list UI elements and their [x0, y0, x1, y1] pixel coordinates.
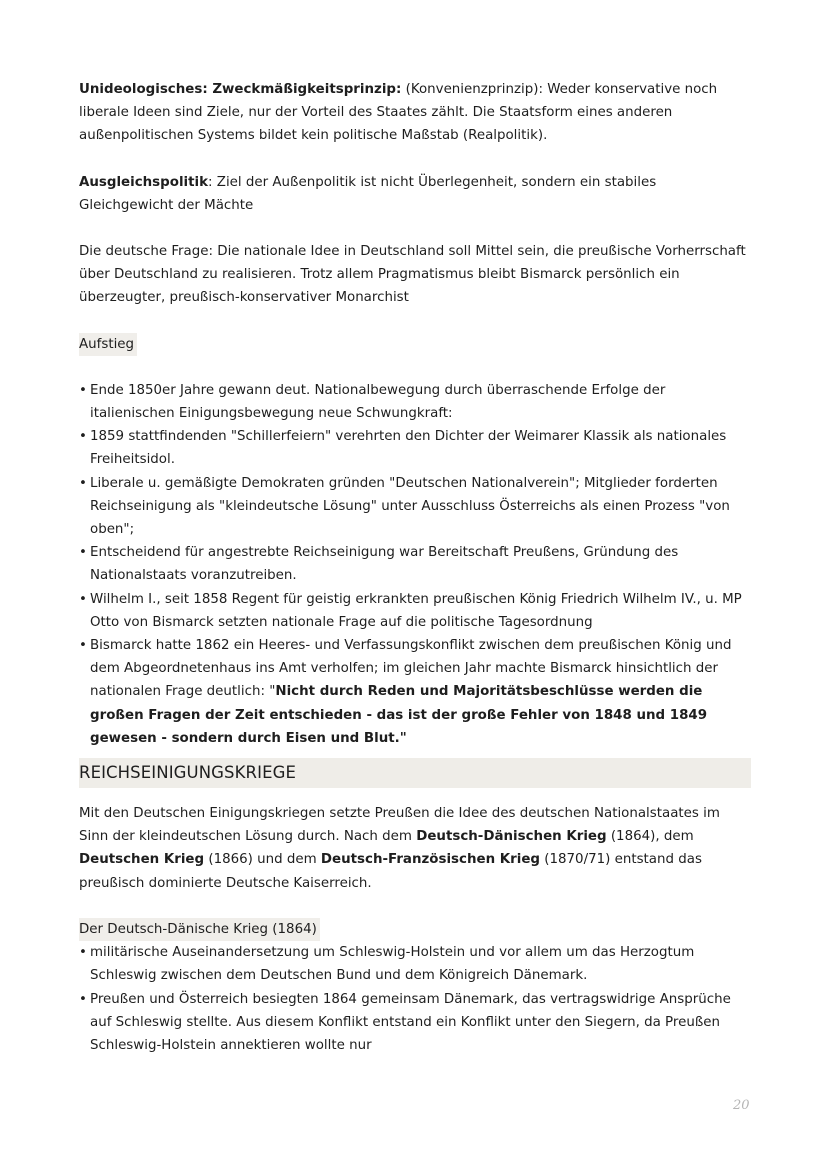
aufstieg-list [79, 379, 751, 750]
aufstieg-heading: Aufstieg [79, 333, 137, 356]
term-ausgleichspolitik: Ausgleichspolitik [79, 174, 209, 190]
daenisch-heading: Der Deutsch-Dänische Krieg (1864) [79, 918, 320, 941]
intro-text: (1866) und dem [204, 852, 321, 868]
term-deutsch-daenischer-krieg: Deutsch-Dänischen Krieg [416, 829, 607, 845]
list-item: • Wilhelm I., seit 1858 Regent für geistig erkrankten preußischen König Friedrich Wilhelm IV., u. MP Otto von Bismarck setzten nationale Frage auf die politische Tagesordnung [79, 588, 751, 634]
list-item: • Entscheidend für angestrebte Reichseinigung war Bereitschaft Preußens, Gründung des Nationalstaats voranzutreiben. [79, 541, 751, 587]
intro-text: (1864), dem [606, 829, 694, 845]
list-item [79, 634, 751, 750]
section-heading-reichseinigungskriege: REICHSEINIGUNGSKRIEGE [79, 758, 751, 788]
term-deutsch-franzoesischer-krieg: Deutsch-Französischen Krieg [320, 852, 541, 868]
intro-text: Mit den Deutschen Einigungskriegen setzte Preußen die Idee des deutschen Nationalstaates im Sinn der kleindeutschen Lösung durch. Nach dem [79, 806, 720, 845]
paragraph-einigungskriege [79, 802, 751, 895]
list-item: • Ende 1850er Jahre gewann deut. Nationalbewegung durch überraschende Erfolge der italienischen Einigungsbewegung neue Schwungkraft: [79, 379, 751, 425]
list-item-text: Bismarck hatte 1862 ein Heeres- und Verfassungskonflikt zwischen dem preußischen König und dem Abgeordnetenhaus ins Amt verholfen; im gleichen Jahr machte Bismarck hinsichtlich der nationalen Frage deutlich: " [90, 638, 732, 700]
term-deutscher-krieg: Deutschen Krieg [79, 852, 205, 868]
paragraph-deutsche-frage: Die deutsche Frage: Die nationale Idee in Deutschland soll Mittel sein, die preußische Vorherrschaft über Deutschland zu realisieren. Trotz allem Pragmatismus bleibt Bismarck persönlich ein überzeugter, preußisch-konservativer Monarchist [79, 244, 746, 306]
text-zweckmaessigkeit: (Konvenienzprinzip): Weder konservative noch liberale Ideen sind Ziele, nur der Vorteil des Staates zählt. Die Staatsform eines anderen außenpolitischen Systems bildet kein politische Maßstab (Realpolitik). [79, 82, 718, 144]
page-content [79, 78, 751, 1057]
list-item: • militärische Auseinandersetzung um Schleswig-Holstein und vor allem um das Herzogtum Schleswig zwischen dem Deutschen Bund und dem Königreich Dänemark. [79, 941, 751, 987]
paragraph-ausgleichspolitik [79, 171, 751, 217]
paragraph-zweckmaessigkeit [79, 78, 751, 148]
aufstieg-heading-wrap [79, 333, 751, 356]
list-item: • Preußen und Österreich besiegten 1864 gemeinsam Dänemark, das vertragswidrige Ansprüche auf Schleswig stellte. Aus diesem Konflikt entstand ein Konflikt unter den Siegern, da Preußen Schleswig-Holstein annektieren wollte nur [79, 988, 751, 1058]
daenisch-list [79, 941, 751, 1057]
list-item: • 1859 stattfindenden "Schillerfeiern" verehrten den Dichter der Weimarer Klassik als nationales Freiheitsidol. [79, 425, 751, 471]
daenisch-heading-wrap [79, 918, 751, 941]
text-ausgleichspolitik: : Ziel der Außenpolitik ist nicht Überlegenheit, sondern ein stabiles Gleichgewicht der Mächte [79, 174, 657, 213]
term-zweckmaessigkeit: Unideologisches: Zweckmäßigkeitsprinzip: [79, 82, 402, 97]
page-number: 20 [733, 1098, 750, 1113]
intro-text: (1870/71) entstand das preußisch dominierte Deutsche Kaiserreich. [79, 852, 702, 891]
list-item: • Liberale u. gemäßigte Demokraten gründen "Deutschen Nationalverein"; Mitglieder forderten Reichseinigung als "kleindeutsche Lösung" unter Ausschluss Österreichs als einen Prozess "von oben"; [79, 472, 751, 542]
bismarck-quote: Nicht durch Reden und Majoritätsbeschlüsse werden die großen Fragen der Zeit entschieden - das ist der große Fehler von 1848 und 1849 gewesen - sondern durch Eisen und Blut." [90, 684, 708, 746]
